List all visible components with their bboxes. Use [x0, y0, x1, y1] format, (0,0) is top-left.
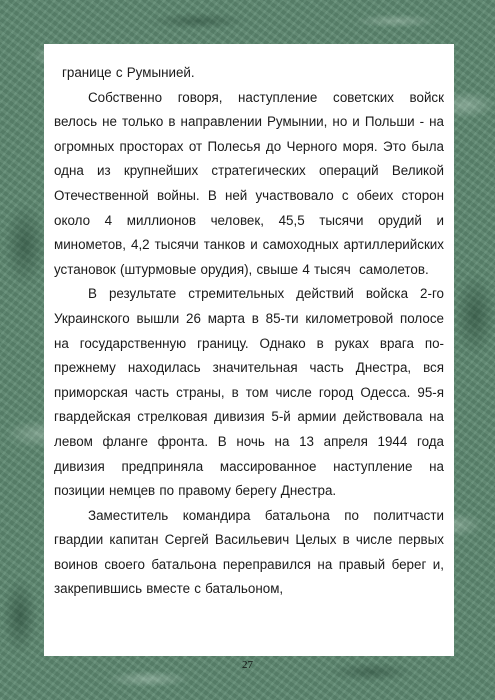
paragraph-1: границе с Румынией.	[62, 65, 195, 80]
page-number: 27	[242, 659, 253, 671]
document-page	[44, 44, 474, 656]
paragraph-4: Заместитель командира батальона по политчасти гвардии капитан Сергей Васильевич Целых в числе первых воинов своего батальона переправился на правый берег и, закрепившись вместе с батальоном,	[54, 507, 449, 597]
paragraph-3: В результате стремительных действий войска 2-го Украинского вышли 26 марта в 85-ти километровой полосе на государственную границу. Однако в руках врага по- прежнему находилась значительная часть Днестра, вся приморская часть страны, в том числе город Одесса. 95-я гвардейская стрелковая дивизия 5-й армии действовала на левом фланге фронта. В ночь на 13 апреля 1944 года дивизия предприняла массированное наступление на позиции немцев по правому берегу Днестра.	[54, 286, 474, 499]
paragraph-2: Собственно говоря, наступление советских войск велось не только в направлении Румынии, но и Польши - на огромных просторах от Полесья до Черного моря. Это была одна из крупнейших стратегических операций Великой Отечественной войны. В ней участвовало с обеих сторон около 4 миллионов человек, 45,5 тысячи орудий и минометов, 4,2 тысячи танков и самоходных артиллерийских установок (штурмовые орудия), свыше 4 тысяч самолетов.	[54, 89, 449, 277]
